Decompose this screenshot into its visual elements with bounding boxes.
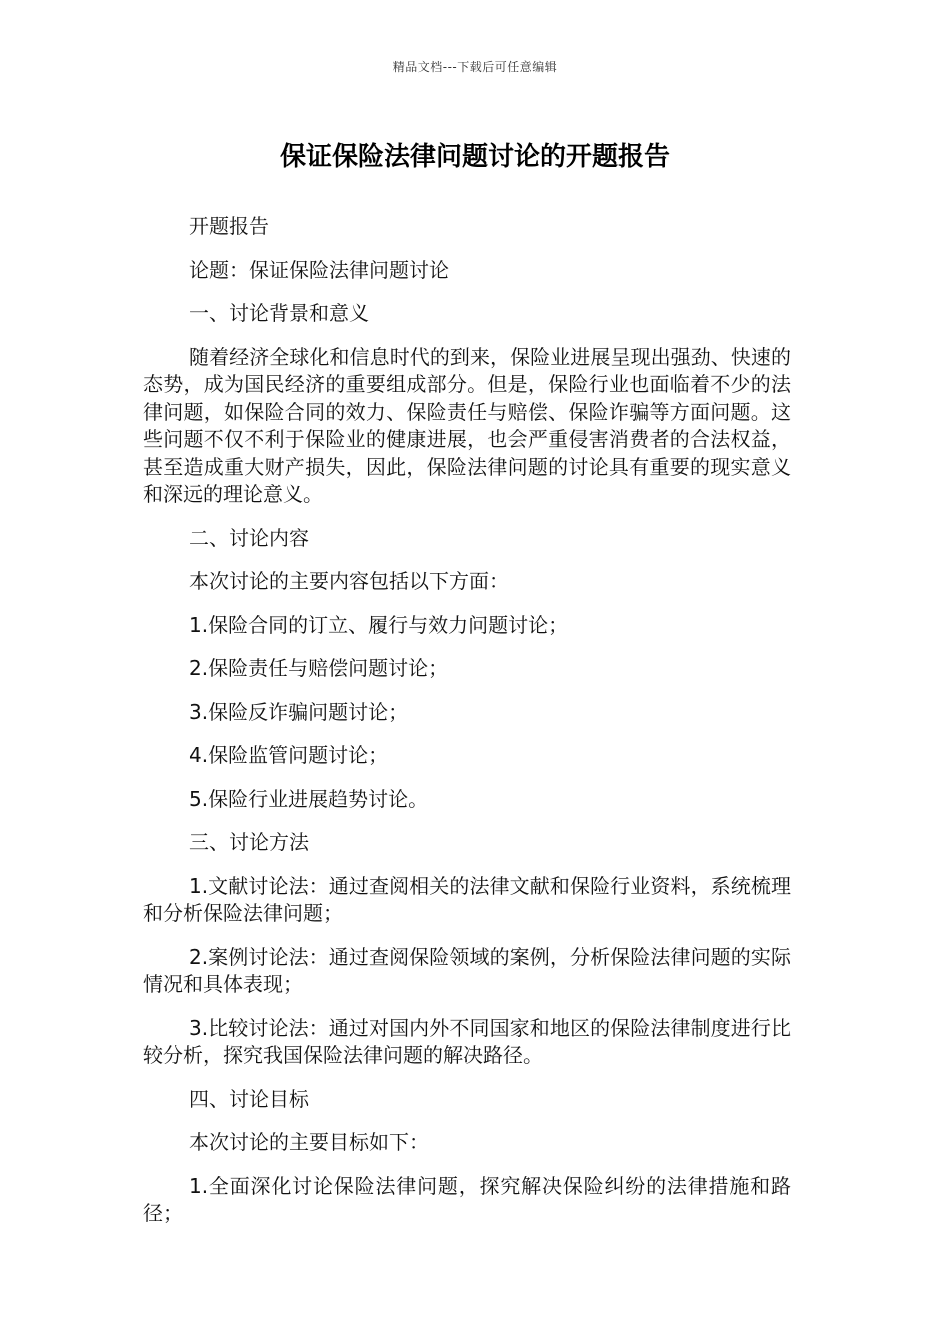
list-item: 4.保险监管问题讨论； — [189, 743, 389, 767]
paragraph-background: 随着经济全球化和信息时代的到来，保险业进展呈现出强劲、快速的态势，成为国民经济的重要组成部分。但是，保险行业也面临着不少的法律问题，如保险合同的效力、保险责任与赔偿、保险诈骗等方面问题。这些问题不仅不利于保险业的健康进展，也会严重侵害消费者的合法权益，甚至造成重大财产损失，因此，保险法律问题的讨论具有重要的现实意义和深远的理论意义。 — [143, 344, 791, 506]
document-body — [143, 213, 791, 1244]
list-item: 1.全面深化讨论保险法律问题，探究解决保险纠纷的法律措施和路径； — [143, 1173, 791, 1225]
section-heading-goals: 四、讨论目标 — [189, 1086, 309, 1111]
section-heading-content: 二、讨论内容 — [189, 525, 309, 550]
section-heading-background: 一、讨论背景和意义 — [189, 301, 369, 325]
paragraph-report-label: 开题报告 — [189, 214, 269, 238]
section-heading-methods: 三、讨论方法 — [189, 830, 309, 854]
list-item: 3.保险反诈骗问题讨论； — [189, 699, 409, 724]
paragraph-content-intro: 本次讨论的主要内容包括以下方面： — [189, 569, 509, 593]
list-item: 1.保险合同的订立、履行与效力问题讨论； — [189, 612, 569, 637]
list-item: 1.文献讨论法：通过查阅相关的法律文献和保险行业资料，系统梳理和分析保险法律问题； — [143, 873, 791, 925]
page-header: 精品文档---下载后可任意编辑 — [392, 60, 558, 74]
document-title: 保证保险法律问题讨论的开题报告 — [279, 142, 670, 172]
list-item: 3.比较讨论法：通过对国内外不同国家和地区的保险法律制度进行比较分析，探究我国保险法律问题的解决路径。 — [143, 1015, 791, 1067]
list-item: 5.保险行业进展趋势讨论。 — [189, 786, 429, 811]
paragraph-goals-intro: 本次讨论的主要目标如下： — [189, 1130, 429, 1154]
list-item: 2.案例讨论法：通过查阅保险领域的案例，分析保险法律问题的实际情况和具体表现； — [143, 944, 791, 996]
list-item: 2.保险责任与赔偿问题讨论； — [189, 656, 449, 680]
paragraph-topic: 论题：保证保险法律问题讨论 — [189, 257, 449, 282]
